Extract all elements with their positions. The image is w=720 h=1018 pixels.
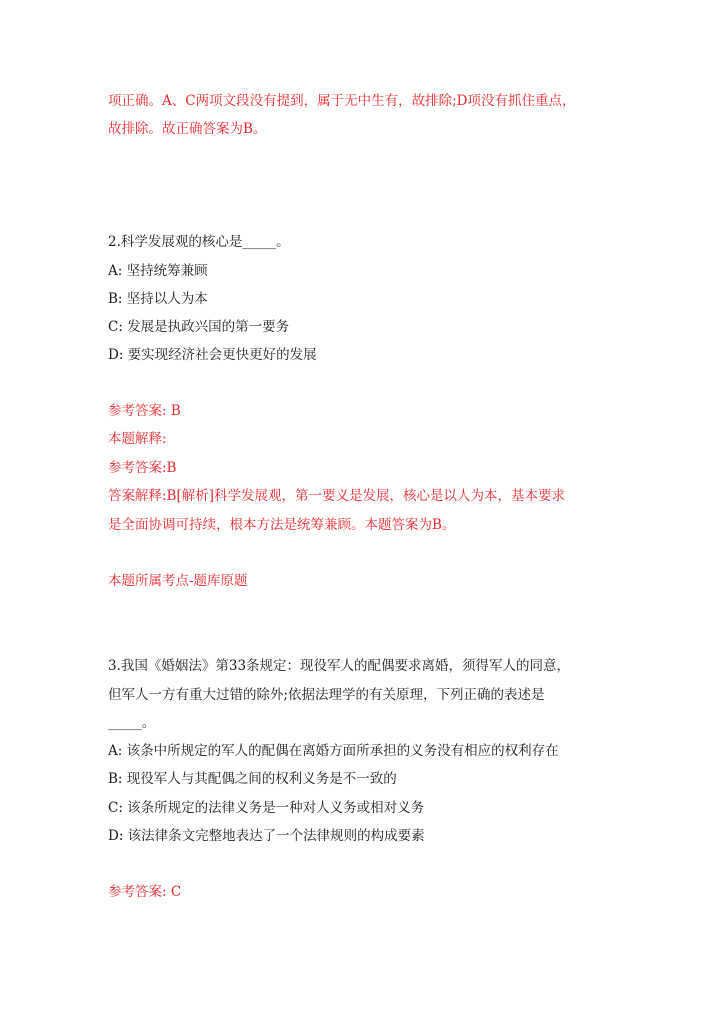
prev-explanation-line-2: 故排除。故正确答案为B。 [108, 121, 267, 137]
question-2-explanation-line-1: 答案解释:B[解析]科学发展观，第一要义是发展，核心是以人为本，基本要求 [108, 488, 566, 504]
question-2-answer-repeat: 参考答案:B [108, 460, 177, 476]
question-3-answer: 参考答案: C [108, 884, 182, 900]
question-3-stem-line-1: 3.我国《婚姻法》第33条规定：现役军人的配偶要求离婚，须得军人的同意， [108, 658, 571, 674]
question-2-answer: 参考答案: B [108, 403, 181, 419]
question-3-option-c: C: 该条所规定的法律义务是一种对人义务或相对义务 [108, 800, 425, 816]
question-3-stem-line-2: 但军人一方有重大过错的除外;依据法理学的有关原理，下列正确的表述是 [108, 687, 545, 703]
question-2-category: 本题所属考点-题库原题 [108, 573, 248, 589]
question-2-option-b: B: 坚持以人为本 [108, 291, 208, 307]
question-2-option-c: C: 发展是执政兴国的第一要务 [108, 319, 290, 335]
question-2-option-d: D: 要实现经济社会更快更好的发展 [108, 347, 317, 363]
question-3-option-b: B: 现役军人与其配偶之间的权利义务是不一致的 [108, 771, 397, 787]
question-2-explain-label: 本题解释: [108, 431, 167, 447]
question-2-explanation-line-2: 是全面协调可持续，根本方法是统筹兼顾。本题答案为B。 [108, 517, 456, 533]
question-2-option-a: A: 坚持统筹兼顾 [108, 263, 208, 279]
question-2-stem: 2.科学发展观的核心是_____。 [108, 234, 290, 250]
prev-explanation-line-1: 项正确。A、C两项文段没有提到，属于无中生有，故排除;D项没有抓住重点， [108, 93, 576, 109]
question-3-option-d: D: 该法律条文完整地表达了一个法律规则的构成要素 [108, 828, 425, 844]
question-3-stem-line-3: _____。 [108, 715, 156, 731]
question-3-option-a: A: 该条中所规定的军人的配偶在离婚方面所承担的义务没有相应的权利存在 [108, 743, 559, 759]
